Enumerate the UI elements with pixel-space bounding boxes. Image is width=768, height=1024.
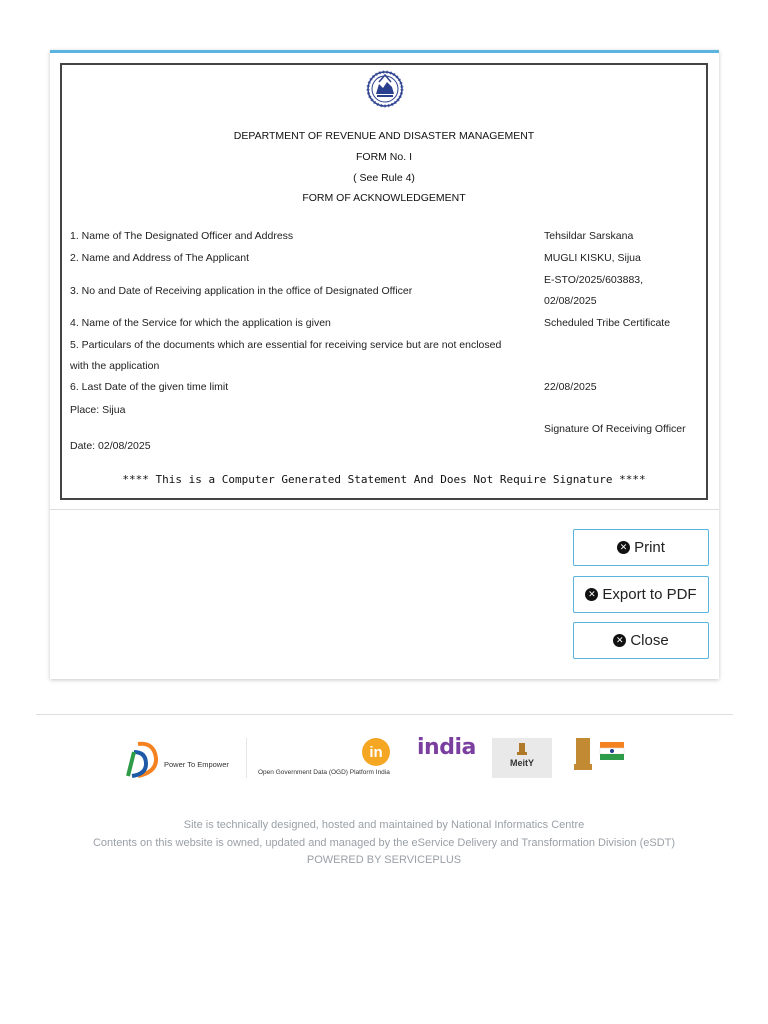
export-pdf-button-label: Export to PDF — [602, 586, 697, 603]
credits-powered-by: POWERED BY SERVICEPLUS — [306, 854, 462, 866]
close-circle-icon: ✕ — [585, 588, 598, 601]
signature-label: Signature Of Receiving Officer — [544, 423, 686, 435]
logo-separator — [246, 738, 247, 778]
close-button-label: Close — [630, 632, 669, 649]
ogd-platform-logo[interactable] — [254, 738, 396, 780]
row-4-value: Scheduled Tribe Certificate — [544, 317, 671, 329]
print-button-label: Print — [634, 539, 665, 556]
ogd-icon: in — [362, 738, 390, 766]
row-4-label: 4. Name of the Service for which the application is given — [70, 317, 331, 329]
credits-esdt: Contents on this website is owned, updated and managed by the eService Delivery and Transformation Division (eSDT) — [92, 837, 676, 849]
place-text: Place: Sijua — [70, 404, 126, 416]
odisha-emblem-icon — [365, 67, 405, 109]
export-pdf-button[interactable] — [573, 576, 709, 613]
row-3-value-date: 02/08/2025 — [544, 295, 597, 307]
row-6-value: 22/08/2025 — [544, 381, 597, 393]
acknowledgement-form — [60, 63, 708, 500]
footer-divider — [36, 714, 733, 715]
row-1-value: Tehsildar Sarskana — [544, 230, 634, 242]
close-circle-icon: ✕ — [613, 634, 626, 647]
emblem-flag-icon — [572, 736, 628, 778]
digital-india-tagline: Power To Empower — [164, 760, 229, 769]
card-divider — [50, 509, 719, 510]
row-6-label: 6. Last Date of the given time limit — [70, 381, 229, 393]
rule-reference: ( See Rule 4) — [353, 172, 415, 184]
form-number: FORM No. I — [355, 151, 412, 163]
row-2-value: MUGLI KISKU, Sijua — [544, 252, 641, 264]
emblem-flag-logo[interactable] — [572, 736, 628, 778]
row-5-label-line1: 5. Particulars of the documents which are essential for receiving service but are not enclosed — [70, 339, 502, 351]
ogd-platform-label: Open Government Data (OGD) Platform India — [258, 769, 390, 776]
india-gov-logo[interactable] — [417, 735, 475, 765]
meity-logo[interactable] — [492, 738, 552, 778]
acknowledgement-card — [50, 50, 719, 679]
row-5-label-line2: with the application — [70, 360, 160, 372]
date-text: Date: 02/08/2025 — [70, 440, 151, 452]
row-2-label: 2. Name and Address of The Applicant — [70, 252, 250, 264]
row-3-label: 3. No and Date of Receiving application in the office of Designated Officer — [70, 285, 413, 297]
row-1-label: 1. Name of The Designated Officer and Address — [70, 230, 294, 242]
print-button[interactable] — [573, 529, 709, 566]
close-circle-icon: ✕ — [617, 541, 630, 554]
department-title: DEPARTMENT OF REVENUE AND DISASTER MANAGEMENT — [233, 130, 535, 142]
meity-label: MeitY — [509, 758, 534, 768]
national-emblem-icon — [516, 741, 528, 757]
computer-generated-note: **** This is a Computer Generated Statement And Does Not Require Signature **** — [122, 473, 646, 486]
credits-nic: Site is technically designed, hosted and maintained by National Informatics Centre — [183, 819, 585, 831]
digital-india-logo[interactable] — [124, 738, 244, 780]
digital-india-icon — [124, 738, 160, 778]
close-button[interactable] — [573, 622, 709, 659]
india-gov-wordmark: india — [417, 735, 476, 760]
form-title: FORM OF ACKNOWLEDGEMENT — [302, 192, 466, 204]
row-3-value-number: E-STO/2025/603883, — [544, 274, 644, 286]
